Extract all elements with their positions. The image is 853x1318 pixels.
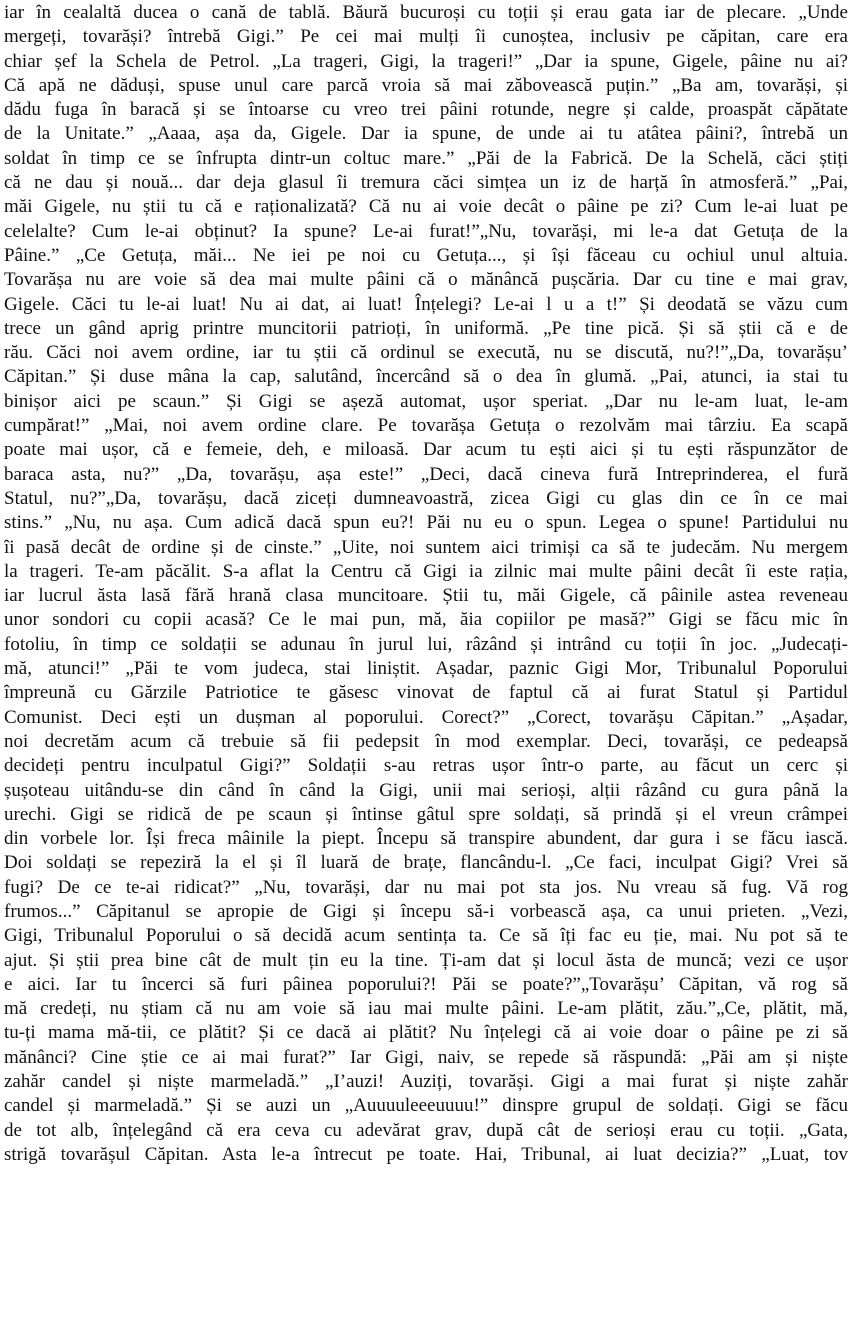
text-line: cumpărat!” „Mai, noi avem ordine clare. Pe tovarășa Getuța o rezolvăm mai târziu. Ea scapă	[4, 415, 848, 437]
text-line: candel și marmeladă.” Și se auzi un „Auuuuleeeuuuu!” dinspre grupul de soldați. Gigi se făcu	[4, 1095, 848, 1117]
text-line: soldat în timp ce se înfrupta dintr-un coltuc mare.” „Păi de la Fabrică. De la Schelă, căci știți	[4, 147, 848, 169]
text-line: de la Unitate.” „Aaaa, așa da, Gigele. Dar ia spune, de unde ai tu atâtea pâini?, întrebă un	[4, 123, 848, 145]
text-line: iar lucrul ăsta lasă fără hrană clasa muncitoare. Știi tu, măi Gigele, că pâinile astea reveneau	[4, 585, 848, 607]
text-line: unor sondori cu copii acasă? Ce le mai pun, mă, ăia copiilor pe masă?” Gigi se făcu mic în	[4, 609, 848, 631]
text-line: fugi? De ce te-ai ridicat?” „Nu, tovarăși, dar nu mai pot sta jos. Nu vreau să fug. Vă rog	[4, 876, 848, 898]
text-line: de tot alb, înțelegând că era ceva cu adevărat grav, după cât de serioși erau cu toții. „Gata,	[4, 1119, 848, 1141]
text-line: Statul, nu?”„Da, tovarășu, dacă ziceți dumneavoastră, zicea Gigi cu glas din ce în ce mai	[4, 487, 848, 509]
text-line: dădu fuga în baracă și se întoarse cu vreo trei pâini rotunde, negre și calde, proaspăt căpătate	[4, 99, 848, 121]
text-line: poate mai ușor, că e femeie, deh, e miloasă. Dar acum tu ești aici și tu ești răspunzător de	[4, 439, 848, 461]
text-line: frumos...” Căpitanul se apropie de Gigi și începu să-i vorbească așa, ca unui prieten. „Vezi,	[4, 900, 848, 922]
text-line: mănânci? Cine știe ce ai mai furat?” Iar Gigi, naiv, se repede să răspundă: „Păi am și niște	[4, 1046, 848, 1068]
text-line: din vorbele lor. Își freca mâinile la piept. Începu să transpire abundent, dar gura i se făcu iască.	[4, 828, 848, 850]
text-line: binișor aici pe scaun.” Și Gigi se așeză automat, ușor speriat. „Dar nu le-am luat, le-am	[4, 390, 848, 412]
text-line: zahăr candel și niște marmeladă.” „I’auzi! Auziți, tovarăși. Gigi a mai furat și niște zahăr	[4, 1071, 848, 1093]
text-line: împreună cu Gărzile Patriotice te găsesc vinovat de faptul că ai furat Statul și Partidul	[4, 682, 848, 704]
text-line: măi Gigele, nu știi tu că e raționalizată? Că nu ai voie decât o pâine pe zi? Cum le-ai luat pe	[4, 196, 848, 218]
text-line: Că apă ne dăduși, spuse unul care parcă vroia să mai zăbovească puțin.” „Ba am, tovarăși, și	[4, 74, 848, 96]
text-line: chiar șef la Schela de Petrol. „La trageri, Gigi, la trageri!” „Dar ia spune, Gigele, pâine nu ai?	[4, 50, 848, 72]
text-line: îi pasă decât de ordine și de cinste.” „Uite, noi suntem aici trimiși ca să te judecăm. Nu mergem	[4, 536, 848, 558]
text-line: tu-ți mama mă-tii, ce plătit? Și ce dacă ai plătit? Nu înțelegi că ai voie doar o pâine pe zi să	[4, 1022, 848, 1044]
text-line: strigă tovarășul Căpitan. Asta le-a întrecut pe toate. Hai, Tribunal, ai luat decizia?” „Luat, tov	[4, 1143, 848, 1165]
text-line: mergeți, tovarăși? întrebă Gigi.” Pe cei mai mulți îi cunoștea, inclusiv pe căpitan, care era	[4, 26, 848, 48]
text-line: Pâine.” „Ce Getuța, măi... Ne iei pe noi cu Getuța..., și își făceau cu ochiul unul altuia.	[4, 244, 848, 266]
text-line: fotoliu, în timp ce soldații se adunau în jurul lui, râzând și intrând cu toții în joc. „Judecați-	[4, 633, 848, 655]
text-line: Doi soldați se repeziră la el și îl luară de brațe, flancându-l. „Ce faci, inculpat Gigi? Vrei să	[4, 852, 848, 874]
text-line: șușoteau uitându-se din când în când la Gigi, unii mai serioși, alții râzând cu gura până la	[4, 779, 848, 801]
text-line: ajut. Și știi prea bine cât de mult țin eu la tine. Ți-am dat și locul ăsta de muncă; vezi ce ușor	[4, 949, 848, 971]
text-line: iar în cealaltă ducea o cană de tablă. Băură bucuroși cu toții și erau gata iar de plecare. „Unde	[4, 2, 848, 23]
text-line: decideți pentru inculpatul Gigi?” Soldații s-au retras ușor într-o parte, au făcut un cerc și	[4, 755, 848, 777]
text-line: mă credeți, nu știam că nu am voie să iau mai multe pâini. Le-am plătit, zău.”„Ce, plătit, mă,	[4, 998, 848, 1020]
text-line: celelalte? Cum le-ai obținut? Ia spune? Le-ai furat!”„Nu, tovarăși, mi le-a dat Getuța de la	[4, 220, 848, 242]
text-line: Tovarășa nu are voie să dea mai multe pâini că o mănâncă pușcăria. Dar cu tine e mai grav,	[4, 269, 848, 291]
text-line: mă, atunci!” „Păi te vom judeca, stai liniștit. Așadar, paznic Gigi Mor, Tribunalul Poporului	[4, 658, 848, 680]
text-line: Gigele. Căci tu le-ai luat! Nu ai dat, ai luat! Înțelegi? Le-ai l u a t!” Și deodată se văzu cum	[4, 293, 848, 315]
text-line: Comunist. Deci ești un dușman al poporului. Corect?” „Corect, tovarășu Căpitan.” „Așadar,	[4, 706, 848, 728]
text-line: noi decretăm acum că trebuie să fii pedepsit în mod exemplar. Deci, tovarăși, ce pedeapsă	[4, 730, 848, 752]
text-line: trece un gând aprig printre muncitorii patrioți, în uniformă. „Pe tine pică. Și să știi că e de	[4, 317, 848, 339]
text-line: că ne dau și nouă... dar deja glasul îi tremura căci simțea un iz de harță în atmosferă.” „Pai,	[4, 172, 848, 194]
text-line: rău. Căci noi avem ordine, iar tu știi că ordinul se execută, nu se discută, nu?!”„Da, tovarășu’	[4, 342, 848, 364]
text-line: la trageri. Te-am păcălit. S-a aflat la Centru că Gigi ia zilnic mai multe pâini decât îi este rația,	[4, 560, 848, 582]
text-line: baraca asta, nu?” „Da, tovarășu, așa este!” „Deci, dacă cineva fură Intreprinderea, el fură	[4, 463, 848, 485]
text-line: urechi. Gigi se ridică de pe scaun și întinse gâtul spre soldați, să prindă și el vreun crâmpei	[4, 803, 848, 825]
text-line: stins.” „Nu, nu așa. Cum adică dacă spun eu?! Păi nu eu o spun. Legea o spune! Partidului nu	[4, 512, 848, 534]
text-line: Căpitan.” Și duse mâna la cap, salutând, încercând să o dea în glumă. „Pai, atunci, ia stai tu	[4, 366, 848, 388]
text-line: Gigi, Tribunalul Poporului o să decidă acum sentința ta. Ce să îți fac eu ție, mai. Nu pot să te	[4, 925, 848, 947]
text-line: e aici. Iar tu încerci să furi pâinea poporului?! Păi se poate?”„Tovarășu’ Căpitan, vă rog să	[4, 973, 848, 995]
